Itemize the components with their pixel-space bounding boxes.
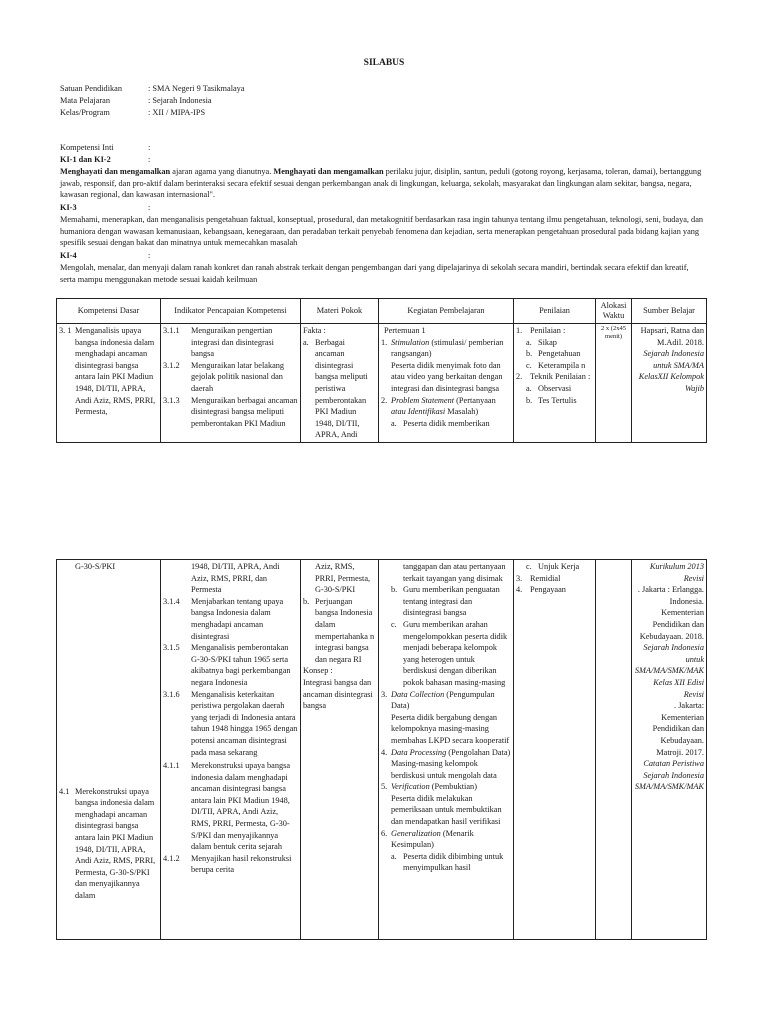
list-marker: c. [391,619,397,629]
header-kd: Kompetensi Dasar [57,299,161,324]
step-name: Data Processing [391,747,447,757]
indikator-text: Menguraikan pengertian integrasi dan disintegrasi bangsa [191,326,274,359]
list-marker: c. [526,562,532,571]
header-kegiatan: Kegiatan Pembelajaran [379,299,514,324]
indikator-text: 1948, DI/TII, APRA, Andi Aziz, RMS, PRRI, dan Permesta [191,562,280,595]
step-detail: Peserta didik memberikan [403,418,490,428]
ki3-heading [60,202,150,214]
kd-text: G-30-S/PKI [75,562,116,571]
meta-school [60,83,245,95]
step-detail: Masing-masing kelompok berdiskusi untuk mengolah data [391,759,497,780]
indikator-text: Merekonstruksi upaya bangsa indonesia dalam menghadapi ancaman disintegrasi bangsa antara lain PKI Madiun 1948, DI/TII, APRA, Andi Aziz, RMS, PRRI, Permesta, G-30-S/PKI dan menyajikannya dalam bentuk cerita sejarah [191,761,291,852]
document-title: SILABUS [363,58,405,68]
list-marker: a. [526,383,532,393]
materi-text: Berbagai ancaman disintegrasi bangsa meliputi peristiwa pemberontakan PKI Madiun 1948, DI/TII, APRA, Andi [315,337,368,440]
cell-indikator [161,560,301,940]
sumber-title: Sejarah Indonesia untuk SMA/MA/SMK/MAK Kelas XII Edisi Revisi [634,643,704,699]
ki12-label: KI-1 dan KI-2 [60,155,111,164]
ki-colon: : [148,143,151,152]
ki12-bold-1: Menghayati dan mengamalkan [60,167,171,176]
cell-alokasi [596,324,632,443]
header-indikator: Indikator Pencapaian Kompetensi [161,299,301,324]
header-materi: Materi Pokok [301,299,379,324]
ki12-text [60,166,706,201]
table-header-row [57,299,707,324]
materi-text: Perjuangan bangsa Indonesia dalam mempertahanka n integrasi bangsa dan negara RI [315,596,375,664]
indikator-number: 4.1.2 [163,853,180,863]
list-marker: 3. [381,689,388,699]
ki-colon: : [148,203,151,212]
step-detail: Peserta didik menyimak foto dan atau video yang berkaitan dengan integrasi dan disintegrasi bangsa [391,360,503,393]
penilaian-text: Sikap [538,337,557,347]
list-marker: 4. [516,585,523,595]
indikator-text: Menyajikan hasil rekonstruksi berupa cerita [191,853,292,875]
indikator-number: 3.1.6 [163,689,180,699]
kd-number: 4.1 [59,786,70,796]
cell-penilaian [514,560,596,940]
indikator-number: 3.1.5 [163,643,180,653]
cell-kd [57,324,161,443]
ki-intro [60,142,150,154]
cell-indikator [161,324,301,443]
list-marker: b. [303,596,310,606]
ki12-heading [60,154,150,166]
ki-intro-label: Kompetensi Inti [60,143,114,152]
list-marker: 1. [381,337,388,347]
step-detail: Peserta didik bergabung dengan kelompoknya masing-masing membahas LKPD secara kooperatif [391,712,510,745]
cell-sumber [632,560,707,940]
indikator-number: 3.1.2 [163,360,180,370]
meta-value: : Sejarah Indonesia [148,96,212,105]
penilaian-text: Pengetahuan [538,349,581,359]
step-text: (Pertanyaan [454,395,496,405]
ki4-label: KI-4 [60,251,77,260]
sumber-title: Catatan Peristiwa Sejarah Indonesia SMA/MA/SMK/MAK [634,759,704,792]
cell-materi [301,560,379,940]
header-sumber: Sumber Belajar [632,299,707,324]
step-name: Verification [391,782,430,792]
ki3-label: KI-3 [60,203,77,212]
sumber-text: . Jakarta : Erlangga. [637,585,704,595]
list-marker: c. [526,360,532,370]
meta-label: Mata Pelajaran [60,96,110,105]
step-name: Data Collection [391,689,445,699]
cell-penilaian [514,324,596,443]
indikator-number: 3.1.1 [163,326,180,335]
ki-colon: : [148,251,151,260]
list-marker: 2. [516,372,523,382]
syllabus-table-page-1 [56,298,707,443]
step-text: (stimulasi/ pemberian rangsangan) [391,337,504,359]
penilaian-text: Remidial [530,573,561,583]
meta-subject [60,95,212,107]
indikator-text: Menguraikan latar belakang gejolak politik nasional dan daerah [191,360,285,393]
ki12-text-2: perilaku jujur, disiplin, santun, peduli (gotong royong, kerjasama, toleran, damai), bertanggung jawab, responsif, dan pro-aktif dalam berinteraksi secara efektif sesuai dengan perkembangan anak di lingkungan, keluarga, sekolah, masyarakat dan lingkungan alam sekitar, bangsa, negara, kawasan regional, dan kawasan internasional". [60,167,702,200]
alokasi-waktu: 2 x (2x45 menit) [601,325,626,340]
cell-materi [301,324,379,443]
step-detail: Peserta didik melakukan pemeriksaan untuk membuktikan dan mendapatkan hasil verifikasi [391,793,502,827]
ki3-text: Memahami, menerapkan, dan menganalisis pengetahuan faktual, konseptual, prosedural, dan metakognitif berdasarkan rasa ingin tahunya tentang ilmu pengetahuan, teknologi, seni, budaya, dan humaniora dengan wawasan kemanusiaan, kebangsaan, kenegaraan, dan peradaban terkait penyebab fenomena dan kejadian, serta menerapkan pengetahuan prosedural pada bidang kajian yang spesifik sesuai dengan bakat dan minatnya untuk memecahkan masalah [60,215,704,248]
penilaian-text: Unjuk Kerja [538,562,580,571]
syllabus-table-page-2 [56,559,707,940]
meta-value: : SMA Negeri 9 Tasikmalaya [148,84,245,93]
table-row [57,560,707,940]
step-name: Problem Statement [391,395,455,405]
penilaian-text: Pengayaan [530,585,566,595]
step-text: (Pembuktian) [429,782,477,792]
meta-value: : XII / MIPA-IPS [148,108,206,117]
list-marker: a. [303,337,309,347]
penilaian-text: Teknik Penilaian : [530,372,591,382]
step-text: Masalah) [445,407,479,417]
step-detail: tanggapan dan atau pertanyaan terkait tayangan yang disimak [403,562,506,583]
cell-alokasi [596,560,632,940]
indikator-text: Menganalisis pemberontakan G-30-S/PKI tahun 1965 serta akibatnya bagi perkembangan negara Indonesia [191,643,291,687]
list-marker: a. [526,337,532,347]
list-marker: 2. [381,395,388,405]
step-detail: Guru memberikan penguatan tentang integrasi dan disintegrasi bangsa [403,585,500,618]
materi-text: Integrasi bangsa dan ancaman disintegrasi bangsa [303,677,373,711]
kd-text: Menganalisis upaya bangsa indonesia dalam menghadapi ancaman disintegrasi bangsa antara lain PKI Madiun 1948, DI/TII, APRA, Andi Aziz, RMS, PRRI, Permesta, [75,326,156,417]
sumber-title: Kurikulum 2013 Revisi [649,562,704,583]
step-text: (Pengumpulan Data) [391,689,495,711]
cell-kegiatan [379,324,514,443]
list-marker: 5. [381,782,388,792]
penilaian-text: Observasi [538,383,572,393]
ki12-bold-2: Menghayati dan mengamalkan [273,167,384,176]
ki-colon: : [148,155,151,164]
sumber-text: Indonesia. Kementerian Pendidikan dan Kebudayaan. 2018. [639,596,704,641]
sumber-text: Matroji. 2017. [656,747,704,757]
ki4-text: Mengolah, menalar, dan menyaji dalam ranah konkret dan ranah abstrak terkait dengan pengembangan dari yang dipelajarinya di sekolah secara mandiri, bertindak secara efektif dan kreatif, serta mampu menggunakan metode sesuai kaidah keilmuan [60,263,689,284]
step-name: Stimulation [391,337,430,347]
sumber-text: . Jakarta: Kementerian Pendidikan dan Kebudayaan. [652,701,704,745]
materi-konsep: Konsep : [303,666,333,676]
list-marker: 3. [516,573,523,583]
step-text: (Pengolahan Data) [446,747,511,757]
kd-number: 3. 1 [59,326,72,335]
cell-kd [57,560,161,940]
meta-label: Kelas/Program [60,108,110,117]
cell-sumber [632,324,707,443]
step-detail: Guru memberikan arahan mengelompokkan peserta didik menjadi beberapa kelompok yang heterogen untuk berdiskusi dengan diberikan pokok bahasan masing-masing [403,619,508,687]
indikator-number: 3.1.4 [163,596,180,606]
ki4-heading [60,250,150,262]
materi-fakta: Fakta : [303,326,326,335]
penilaian-text: Penilaian : [530,326,566,335]
list-marker: b. [526,349,533,359]
sumber-title: Sejarah Indonesia untuk SMA/MA KelasXII Kelompok Wajib [638,349,704,393]
header-alokasi: Alokasi Waktu [596,299,632,324]
indikator-number: 4.1.1 [163,761,180,771]
list-marker: 1. [516,326,523,335]
penilaian-text: Tes Tertulis [538,395,577,405]
step-name: atau Identifikasi [391,407,446,417]
sumber-text: Hapsari, Ratna dan M.Adil. 2018. [640,326,704,347]
indikator-text: Menguraikan berbagai ancaman disintegrasi bangsa meliputi pemberontakan PKI Madiun [191,395,298,428]
indikator-text: Menganalisis keterkaitan peristiwa pergolakan daerah yang terjadi di Indonesia antara tahun 1948 hingga 1965 dengan potensi ancaman disintegrasi pada masa sekarang [191,689,298,757]
list-marker: b. [391,585,398,595]
meta-class [60,107,205,119]
table-row [57,324,707,443]
meta-label: Satuan Pendidikan [60,84,122,93]
list-marker: 6. [381,828,388,838]
kd-text: Merekonstruksi upaya bangsa indonesia dalam menghadapi ancaman disintegrasi bangsa antara lain PKI Madiun 1948, DI/TII, APRA, Andi Aziz, RMS, PRRI, Permesta, G-30-S/PKI dan menyajikannya dalam [75,786,156,900]
step-detail: Peserta didik dibimbing untuk menyimpulkan hasil [403,851,504,873]
penilaian-text: Keterampila n [538,360,586,370]
materi-text: Aziz, RMS, PRRI, Permesta, G-30-S/PKI [315,562,371,595]
list-marker: a. [391,418,397,428]
list-marker: b. [526,395,533,405]
indikator-text: Menjabarkan tentang upaya bangsa Indonesia dalam menghadapi ancaman disintegrasi [191,596,284,641]
step-text: (Menarik Kesimpulan) [391,828,474,850]
step-name: Generalization [391,828,441,838]
header-penilaian: Penilaian [514,299,596,324]
list-marker: a. [391,851,397,861]
cell-kegiatan [379,560,514,940]
list-marker: 4. [381,747,388,757]
indikator-number: 3.1.3 [163,395,180,405]
kegiatan-pertemuan: Pertemuan 1 [384,326,426,335]
ki12-text-1: ajaran agama yang dianutnya. [170,167,274,176]
